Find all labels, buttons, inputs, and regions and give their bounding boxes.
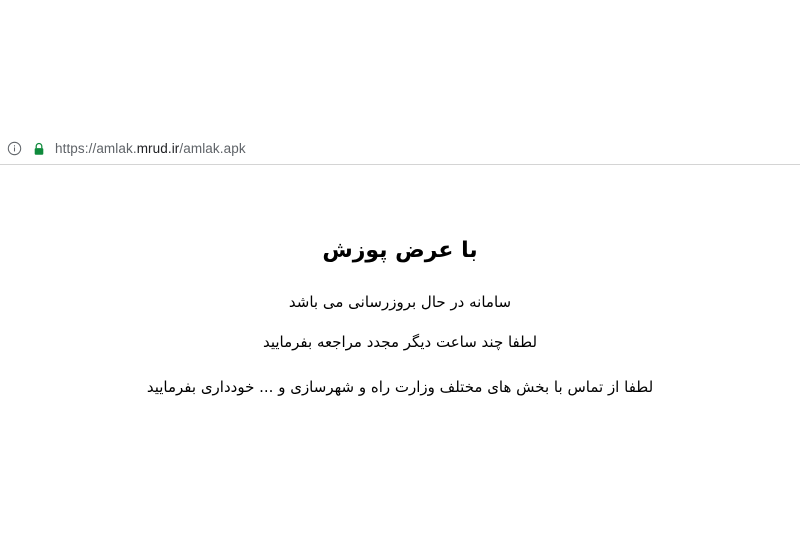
- message-line-3: لطفا از تماس با بخش های مختلف وزارت راه و شهرسازی و ... خودداری بفرمایید: [146, 377, 654, 396]
- page-title: با عرض پوزش: [322, 238, 478, 263]
- viewport-top-blank-area: [0, 0, 800, 133]
- info-circle-icon[interactable]: [6, 141, 22, 157]
- url-path: /amlak.apk: [179, 141, 246, 156]
- message-line-2: لطفا چند ساعت دیگر مجدد مراجعه بفرمایید: [262, 333, 538, 352]
- address-bar-url[interactable]: [55, 141, 246, 156]
- url-prefix: https://amlak.: [55, 141, 137, 156]
- message-line-1: سامانه در حال بروزرسانی می باشد: [288, 292, 512, 311]
- page-content: [0, 166, 800, 557]
- lock-icon: [32, 141, 46, 157]
- url-domain: mrud.ir: [136, 141, 180, 156]
- browser-address-bar[interactable]: [0, 133, 800, 165]
